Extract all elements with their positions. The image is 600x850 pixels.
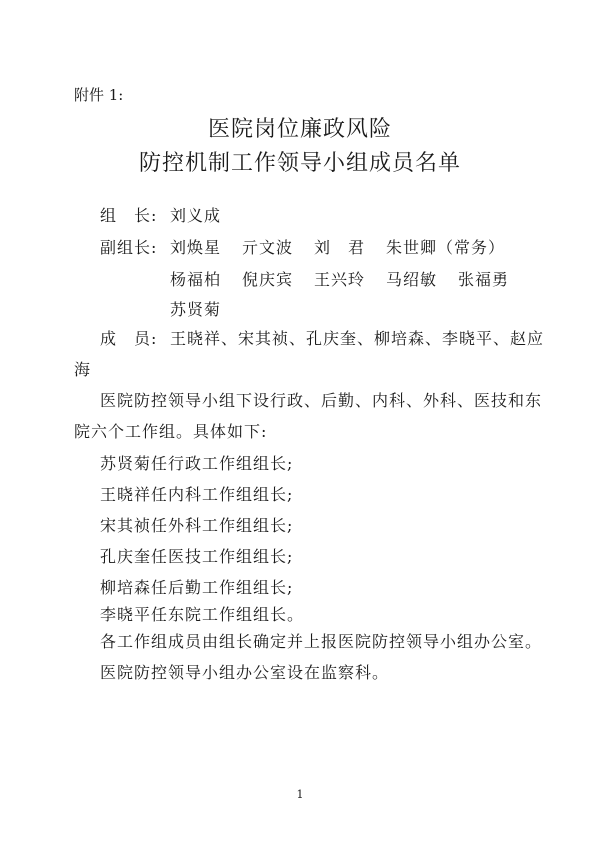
assignment-item: 王晓祥任内科工作组组长; <box>100 485 294 504</box>
members-list: 王晓祥、宋其祯、孔庆奎、柳培森、李晓平、赵应 <box>170 329 545 348</box>
deputy-name: 刘 君 <box>314 238 366 257</box>
deputy-name: 倪庆宾 <box>242 270 294 289</box>
deputy-label: 副组长: <box>100 238 158 257</box>
leader-row <box>100 203 221 226</box>
page-number: 1 <box>296 788 304 801</box>
document-title-line1: 医院岗位廉政风险 <box>207 117 392 142</box>
members-label: 成 员: <box>100 329 158 348</box>
leader-label: 组 长: <box>100 206 158 225</box>
document-title-line2: 防控机制工作领导小组成员名单 <box>138 151 461 176</box>
members-row <box>100 326 544 349</box>
deputy-name: 亓文波 <box>242 238 294 257</box>
intro-paragraph-line1: 医院防控领导小组下设行政、后勤、内科、外科、医技和东 <box>100 391 543 410</box>
assignment-item: 李晓平任东院工作组组长。 <box>100 605 305 624</box>
deputy-row-1 <box>100 235 170 258</box>
members-list-continued: 海 <box>74 360 92 379</box>
deputy-name: 刘焕星 <box>170 238 222 257</box>
deputy-name: 王兴玲 <box>314 270 366 289</box>
deputy-name: 张福勇 <box>458 270 510 289</box>
attachment-label: 附件 1: <box>74 86 124 104</box>
assignment-item: 宋其祯任外科工作组组长; <box>100 516 294 535</box>
deputy-name: 苏贤菊 <box>170 300 222 319</box>
deputy-name: 朱世卿（常务） <box>386 238 506 257</box>
assignment-item: 柳培森任后勤工作组组长; <box>100 578 294 597</box>
assignment-item: 苏贤菊任行政工作组组长; <box>100 454 294 473</box>
deputy-name: 杨福柏 <box>170 270 222 289</box>
closing-paragraph-2: 医院防控领导小组办公室设在监察科。 <box>100 663 390 682</box>
closing-paragraph-1: 各工作组成员由组长确定并上报医院防控领导小组办公室。 <box>100 632 543 651</box>
assignment-item: 孔庆奎任医技工作组组长; <box>100 547 294 566</box>
leader-name: 刘义成 <box>170 206 222 225</box>
intro-paragraph-line2: 院六个工作组。具体如下: <box>74 422 268 441</box>
deputy-name: 马绍敏 <box>386 270 438 289</box>
